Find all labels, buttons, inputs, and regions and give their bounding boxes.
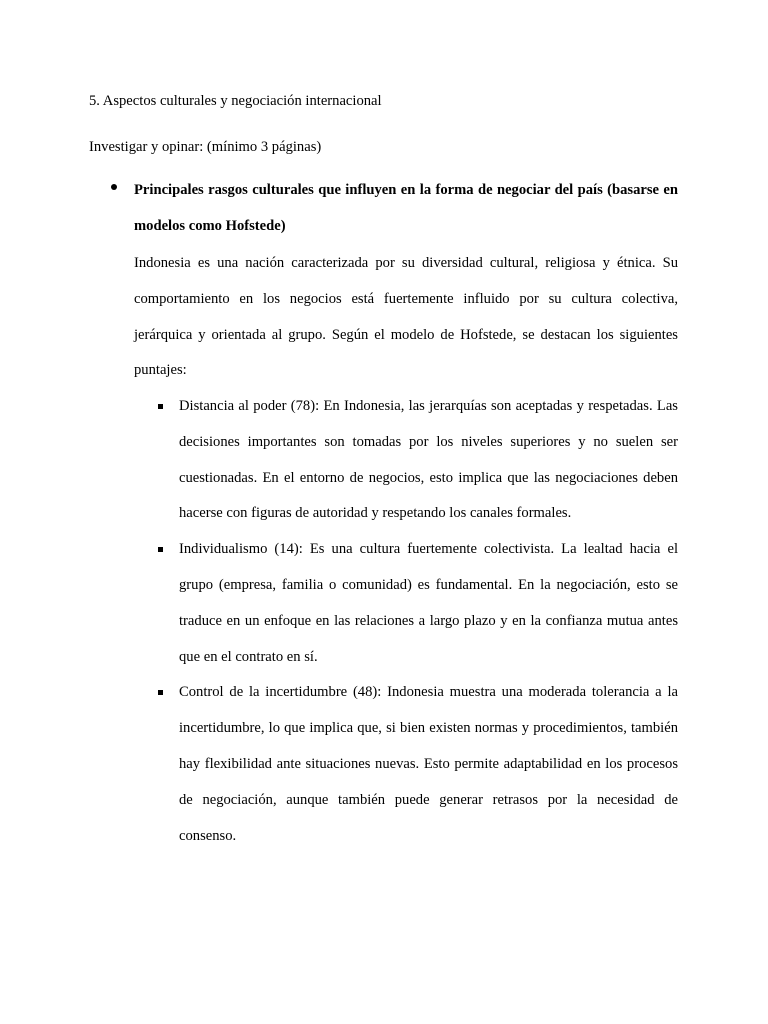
list-item — [157, 675, 678, 854]
bullet-dot-icon — [111, 184, 117, 190]
bullet-title: Principales rasgos culturales que influyen en la forma de negociar del país (basarse en modelos como Hofstede) — [134, 182, 678, 234]
list-item — [157, 532, 678, 675]
square-bullet-icon — [158, 404, 163, 409]
list-item-text: Individualismo (14): Es una cultura fuertemente colectivista. La lealtad hacia el grupo (empresa, familia o comunidad) es fundamental. En la negociación, esto se traduce en un enfoque en las relaciones a largo plazo y en la confianza mutua antes que en el contrato en sí. — [179, 541, 678, 665]
body-paragraph: Indonesia es una nación caracterizada por su diversidad cultural, religiosa y étnica. Su comportamiento en los negocios está fuertemente influido por su cultura colectiva, jerárquica y orientada al grupo. Según el modelo de Hofstede, se destacan los siguientes puntajes: — [134, 255, 678, 379]
assignment-instruction: Investigar y opinar: (mínimo 3 páginas) — [89, 139, 322, 155]
list-item — [157, 389, 678, 532]
section-heading: 5. Aspectos culturales y negociación internacional — [89, 93, 382, 109]
list-item-text: Distancia al poder (78): En Indonesia, las jerarquías son aceptadas y respetadas. Las decisiones importantes son tomadas por los niveles superiores y no suelen ser cuestionadas. En el entorno de negocios, esto implica que las negociaciones deben hacerse con figuras de autoridad y respetando los canales formales. — [179, 398, 678, 522]
square-bullet-icon — [158, 690, 163, 695]
list-item-text: Control de la incertidumbre (48): Indonesia muestra una moderada tolerancia a la incertidumbre, lo que implica que, si bien existen normas y procedimientos, también hay flexibilidad ante situaciones nuevas. Esto permite adaptabilidad en los procesos de negociación, aunque también puede generar retrasos por la necesidad de consenso. — [179, 684, 678, 844]
sub-bullet-list — [157, 389, 678, 854]
square-bullet-icon — [158, 547, 163, 552]
